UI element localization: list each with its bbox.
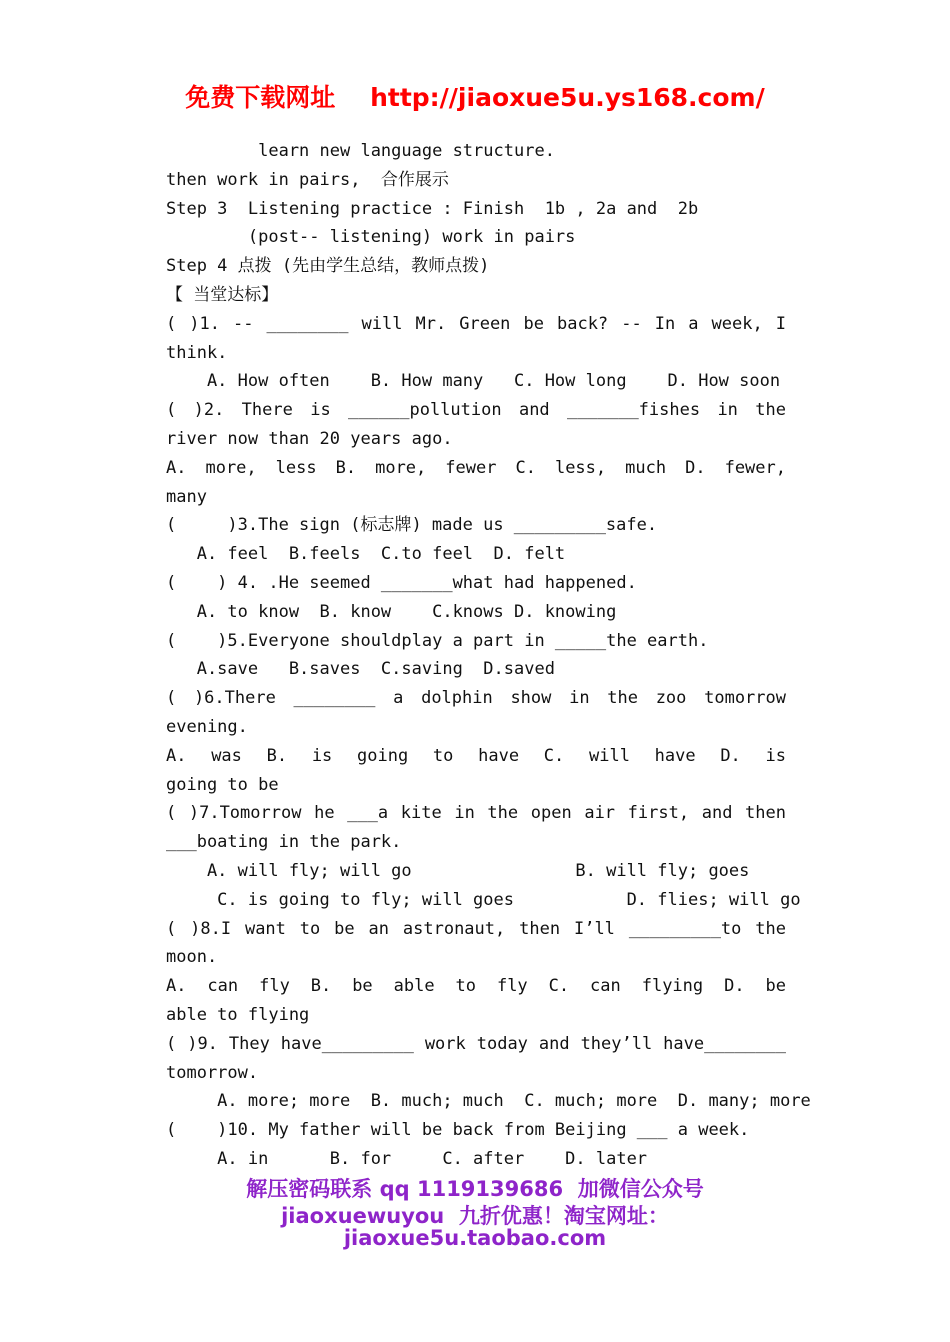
worksheet-line: learn new language structure.	[166, 141, 555, 161]
worksheet-line: A. feel B.feels C.to feel D. felt	[166, 544, 566, 564]
worksheet-line: A. will fly; will go B. will fly; goes	[166, 861, 750, 881]
worksheet-line: able to flying	[166, 1005, 310, 1025]
worksheet-line: A. to know B. know C.knows D. knowing	[166, 602, 617, 622]
worksheet-line: ___boating in the park.	[166, 832, 402, 852]
footer-line-2: jiaoxuewuyou 九折优惠！淘宝网址：	[281, 1204, 669, 1228]
worksheet-line: A. more; more B. much; much C. much; more D. many; more	[166, 1091, 811, 1111]
worksheet-line: ( )1. -- ________ will Mr. Green be back? -- In a week, I	[166, 314, 786, 334]
worksheet-line: going to be	[166, 775, 279, 795]
worksheet-line: ( )8.I want to be an astronaut, then I’ll _________to the	[166, 919, 786, 939]
worksheet-line: A. How often B. How many C. How long D. How soon	[166, 371, 781, 391]
worksheet-line: ( )7.Tomorrow he ___a kite in the open air first, and then	[166, 803, 786, 823]
worksheet-line: evening.	[166, 717, 248, 737]
worksheet-line: many	[166, 487, 207, 507]
footer-line-3: jiaoxue5u.taobao.com	[343, 1226, 607, 1250]
worksheet-line: ( )10. My father will be back from Beijing ___ a week.	[166, 1120, 750, 1140]
worksheet-line: ( ) 4. .He seemed _______what had happened.	[166, 573, 637, 593]
worksheet-line: then work in pairs, 合作展示	[166, 170, 449, 190]
worksheet-line: ( )3.The sign (标志牌) made us _________safe.	[166, 515, 658, 535]
worksheet-line: (post-- listening) work in pairs	[166, 227, 576, 247]
worksheet-line: A. can fly B. be able to fly C. can flying D. be	[166, 976, 786, 996]
worksheet-line: tomorrow.	[166, 1063, 259, 1083]
worksheet-line: Step 4 点拨 (先由学生总结，教师点拨)	[166, 256, 490, 276]
worksheet-line: A.save B.saves C.saving D.saved	[166, 659, 555, 679]
worksheet-line: ( )6.There ________ a dolphin show in the zoo tomorrow	[166, 688, 786, 708]
worksheet-line: moon.	[166, 947, 218, 967]
worksheet-line: think.	[166, 343, 228, 363]
worksheet-line: ( )9. They have_________ work today and they’ll have________	[166, 1034, 786, 1054]
download-site-header: 免费下载网址 http://jiaoxue5u.ys168.com/	[185, 83, 765, 112]
worksheet-line: river now than 20 years ago.	[166, 429, 453, 449]
worksheet-line: ( )2. There is ______pollution and _______fishes in the	[166, 400, 786, 420]
worksheet-line: ( )5.Everyone shouldplay a part in _____the earth.	[166, 631, 709, 651]
worksheet-line: A. was B. is going to have C. will have D. is	[166, 746, 786, 766]
footer-line-1: 解压密码联系 qq 1119139686 加微信公众号	[246, 1177, 704, 1201]
worksheet-line: C. is going to fly; will goes D. flies; will go	[166, 890, 801, 910]
worksheet-line: 【 当堂达标】	[166, 285, 279, 305]
worksheet-line: A. more, less B. more, fewer C. less, much D. fewer,	[166, 458, 786, 478]
worksheet-line: A. in B. for C. after D. later	[166, 1149, 648, 1169]
worksheet-line: Step 3 Listening practice : Finish 1b , 2a and 2b	[166, 199, 699, 219]
